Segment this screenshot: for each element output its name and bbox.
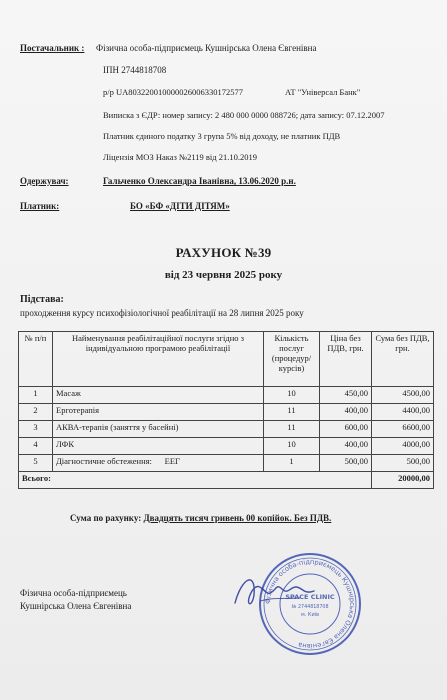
supplier-label: Постачальник : — [20, 43, 85, 53]
row-qty: 11 — [264, 421, 320, 438]
table-row — [19, 438, 434, 455]
sum-label: Сума по рахунку: — [70, 513, 142, 523]
basis-label: Підстава: — [20, 294, 64, 305]
sum-line — [70, 513, 331, 523]
table-row — [19, 421, 434, 438]
table-header-row — [19, 332, 434, 387]
payer-label: Платник: — [20, 201, 60, 211]
header-qty: Кількість послуг (процедур/ курсів) — [264, 332, 320, 387]
row-qty: 11 — [264, 404, 320, 421]
row-num: 3 — [19, 421, 53, 438]
row-sum: 500,00 — [372, 455, 434, 472]
stamp-city: м. Київ — [300, 612, 320, 618]
payer-value: БО «БФ «ДІТИ ДІТЯМ» — [130, 201, 230, 211]
row-price: 500,00 — [320, 455, 372, 472]
row-name: Діагностичне обстеження: ЕЕГ — [53, 455, 264, 472]
invoice-title: РАХУНОК №39 — [175, 245, 272, 260]
stamp-center: SPACE CLINIC — [285, 593, 335, 601]
total-value: 20000,00 — [372, 472, 434, 489]
table-row — [19, 455, 434, 472]
supplier-registry: Виписка з ЄДР: номер запису: 2 480 000 0000 088726; дата запису: 07.12.2007 — [103, 110, 385, 120]
table-total-row — [19, 472, 434, 489]
supplier-ipn: ІПН 2744818708 — [103, 65, 167, 75]
header-price: Ціна без ПДВ, грн. — [320, 332, 372, 387]
sum-value: Двадцять тисяч гривень 00 копійок. Без ПДВ. — [143, 513, 332, 523]
row-num: 2 — [19, 404, 53, 421]
signer-line-2: Кушнірська Олена Євгенівна — [20, 601, 132, 611]
row-qty: 10 — [264, 387, 320, 404]
row-num: 4 — [19, 438, 53, 455]
row-num: 1 — [19, 387, 53, 404]
recipient-value: Гальченко Олександра Іванівна, 13.06.2020 р.н. — [103, 176, 296, 186]
row-sum: 4000,00 — [372, 438, 434, 455]
invoice-date: від 23 червня 2025 року — [164, 269, 283, 281]
services-table — [18, 331, 434, 489]
supplier-name: Фізична особа-підприємець Кушнірська Олена Євгенівна — [96, 43, 317, 53]
row-price: 400,00 — [320, 438, 372, 455]
row-sum: 4500,00 — [372, 387, 434, 404]
row-name: ЛФК — [53, 438, 264, 455]
basis-text: проходження курсу психофізіологічної реабілітації на 28 липня 2025 року — [20, 308, 304, 318]
table-row — [19, 404, 434, 421]
row-name: Ерготерапія — [53, 404, 264, 421]
row-qty: 10 — [264, 438, 320, 455]
row-name: Масаж — [53, 387, 264, 404]
row-qty: 1 — [264, 455, 320, 472]
supplier-license: Ліцензія МОЗ Наказ №2119 від 21.10.2019 — [103, 152, 257, 162]
row-price: 400,00 — [320, 404, 372, 421]
header-num: № п/п — [19, 332, 53, 387]
stamp-number: № 2744818708 — [291, 605, 329, 610]
row-price: 600,00 — [320, 421, 372, 438]
supplier-account: р/р UA803220010000026006330172577 — [103, 87, 244, 97]
row-sum: 4400,00 — [372, 404, 434, 421]
supplier-bank: АТ "Універсал Банк" — [285, 87, 361, 97]
signer-line-1: Фізична особа-підприємець — [20, 588, 127, 598]
stamp-ring-text: Фізична особа-підприємець Кушнірська Олена Євгенівна — [263, 557, 356, 651]
table-row — [19, 387, 434, 404]
row-sum: 6600,00 — [372, 421, 434, 438]
row-price: 450,00 — [320, 387, 372, 404]
header-sum: Сума без ПДВ, грн. — [372, 332, 434, 387]
row-name: АКВА-терапія (заняття у басейні) — [53, 421, 264, 438]
total-label: Всього: — [19, 472, 372, 489]
signature-mark — [230, 565, 320, 615]
supplier-tax: Платник єдиного податку 3 група 5% від доходу, не платник ПДВ — [103, 131, 341, 141]
header-name: Найменування реабілітаційної послуги згідно з індивідуальною програмою реабілітації — [53, 332, 264, 387]
recipient-label: Одержувач: — [20, 176, 69, 186]
row-num: 5 — [19, 455, 53, 472]
